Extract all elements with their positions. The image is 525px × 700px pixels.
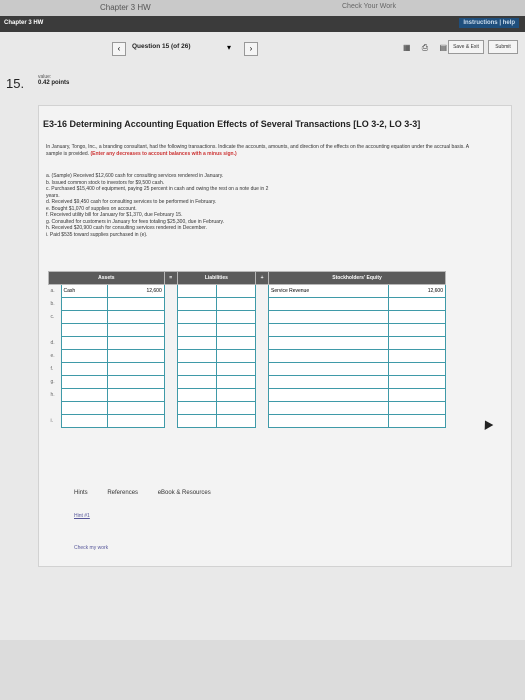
value-label: value:	[38, 74, 52, 80]
equity-account-field[interactable]	[269, 376, 389, 389]
asset-amount-field[interactable]	[108, 415, 165, 428]
liability-account-field[interactable]	[177, 389, 216, 402]
equity-amount-field[interactable]	[389, 363, 446, 376]
asset-account-field[interactable]	[61, 324, 108, 337]
table-row	[49, 376, 446, 389]
liability-amount-field[interactable]	[216, 285, 255, 298]
question-points	[38, 74, 69, 86]
calculator-icon[interactable]: ▤	[439, 43, 447, 52]
equity-amount-field[interactable]	[389, 402, 446, 415]
assets-header: Assets	[49, 272, 165, 285]
list-item: g. Consulted for customers in January for fees totaling $25,300, due in February.	[46, 218, 225, 225]
row-label	[49, 402, 62, 415]
liability-account-field[interactable]	[177, 285, 216, 298]
asset-amount-field[interactable]	[108, 363, 165, 376]
asset-amount-field[interactable]	[108, 376, 165, 389]
plus-sign: +	[256, 272, 269, 285]
row-label: h.	[50, 392, 55, 398]
question-navigation	[112, 42, 262, 56]
table-row	[49, 389, 446, 402]
liabilities-header: Liabilities	[177, 272, 255, 285]
equity-account-field[interactable]	[269, 389, 389, 402]
liability-account-field[interactable]	[177, 350, 216, 363]
table-row	[49, 285, 446, 298]
equals-sign: =	[164, 272, 177, 285]
row-label: f.	[50, 366, 54, 372]
asset-amount-field[interactable]	[108, 350, 165, 363]
asset-account-field[interactable]	[61, 415, 108, 428]
check-my-work-link[interactable]: Check my work	[74, 545, 109, 551]
equity-amount-field[interactable]	[389, 376, 446, 389]
asset-amount-field[interactable]	[108, 337, 165, 350]
asset-amount-field[interactable]	[108, 389, 165, 402]
equity-account-field[interactable]	[269, 350, 389, 363]
asset-account-field[interactable]	[61, 376, 108, 389]
table-row	[49, 311, 446, 324]
chevron-down-icon[interactable]: ▾	[226, 43, 231, 52]
row-label: g.	[50, 379, 55, 385]
row-label: b.	[50, 301, 55, 307]
print-icon[interactable]: ⎙	[421, 43, 429, 52]
hint-1-link[interactable]: Hint #1	[74, 513, 90, 519]
equity-amount-field: 12,600	[389, 285, 446, 298]
row-label: e.	[50, 353, 55, 359]
liability-amount-field[interactable]	[216, 324, 255, 337]
equity-account-field[interactable]	[269, 402, 389, 415]
equity-amount-field[interactable]	[389, 415, 446, 428]
asset-amount-field[interactable]	[108, 324, 165, 337]
liability-account-field[interactable]	[177, 324, 216, 337]
equity-account-field[interactable]	[269, 415, 389, 428]
asset-account-field[interactable]	[61, 363, 108, 376]
question-title: E3-16 Determining Accounting Equation Effects of Several Transactions [LO 3-2, LO 3-3]	[43, 119, 421, 129]
row-label: i.	[50, 418, 53, 424]
intro-text: In January, Tongo, Inc., a branding consultant, had the following transactions. Indicate the accounts, amounts, and direction of the effects on the accounting equation under the accrual basis. A sample is provided.	[46, 144, 469, 157]
equity-account-field[interactable]	[269, 363, 389, 376]
list-item: a. (Sample) Received $12,600 cash for consulting services rendered in January.	[46, 173, 224, 179]
asset-amount-field: 12,600	[108, 285, 165, 298]
equity-header: Stockholders' Equity	[269, 272, 446, 285]
equity-amount-field[interactable]	[389, 350, 446, 363]
row-label: c.	[50, 314, 55, 320]
window-title: Chapter 3 HW	[100, 3, 151, 12]
hints-link[interactable]: Hints	[74, 490, 88, 496]
table-row	[49, 363, 446, 376]
equity-account-field[interactable]	[269, 337, 389, 350]
liability-amount-field[interactable]	[216, 350, 255, 363]
accounting-equation-table	[48, 271, 446, 428]
toolbar-icons	[403, 43, 447, 53]
liability-account-field[interactable]	[177, 415, 216, 428]
asset-amount-field[interactable]	[108, 311, 165, 324]
equity-amount-field[interactable]	[389, 337, 446, 350]
liability-amount-field[interactable]	[216, 311, 255, 324]
table-row	[49, 324, 446, 337]
liability-account-field[interactable]	[177, 298, 216, 311]
liability-amount-field[interactable]	[216, 337, 255, 350]
previous-button[interactable]: ‹	[112, 42, 126, 56]
liability-account-field[interactable]	[177, 402, 216, 415]
submit-button[interactable]: Submit	[488, 40, 518, 54]
top-bar	[0, 0, 525, 16]
list-item: h. Received $20,900 cash for consulting services rendered in December.	[46, 225, 207, 231]
row-label: d.	[50, 340, 55, 346]
chapter-label: Chapter 3 HW	[4, 20, 44, 26]
asset-account-field[interactable]	[61, 350, 108, 363]
list-item: b. Issued common stock to investors for $9,500 cash.	[46, 179, 165, 186]
asset-account-field[interactable]	[61, 311, 108, 324]
ebook-link[interactable]: eBook & Resources	[157, 490, 211, 496]
list-item: years.	[46, 192, 60, 199]
table-header-row	[49, 272, 446, 285]
table-row	[49, 298, 446, 311]
next-button[interactable]: ›	[244, 42, 258, 56]
equity-amount-field[interactable]	[389, 298, 446, 311]
liability-amount-field[interactable]	[216, 363, 255, 376]
question-intro	[46, 144, 486, 158]
row-label: a.	[50, 288, 55, 295]
table-row	[49, 350, 446, 363]
table-row	[49, 337, 446, 350]
liability-account-field[interactable]	[177, 376, 216, 389]
list-item: e. Bought $1,070 of supplies on account.	[46, 205, 137, 212]
row-label	[49, 324, 62, 337]
references-link[interactable]: References	[107, 490, 139, 496]
grid-icon[interactable]: ▦	[403, 43, 411, 52]
equity-account-field[interactable]	[269, 311, 389, 324]
equity-amount-field[interactable]	[389, 324, 446, 337]
check-your-work-link[interactable]: Check Your Work	[342, 3, 396, 10]
liability-amount-field[interactable]	[216, 402, 255, 415]
asset-amount-field[interactable]	[108, 402, 165, 415]
equity-account-field[interactable]	[269, 324, 389, 337]
equity-account-field: Service Revenue	[269, 285, 389, 298]
question-indicator[interactable]: Question 15 (of 26)	[132, 43, 191, 50]
asset-account-field[interactable]	[61, 337, 108, 350]
resource-links	[74, 490, 211, 496]
question-number: 15.	[6, 76, 25, 91]
instructions-button[interactable]: Instructions | help	[459, 18, 519, 28]
transaction-list	[46, 173, 466, 238]
asset-account-field: Cash	[61, 285, 108, 298]
table-row	[49, 415, 446, 428]
list-item: i. Paid $535 toward supplies purchased in (e).	[46, 231, 148, 238]
liability-account-field[interactable]	[177, 363, 216, 376]
points-value: 0.42 points	[38, 80, 70, 86]
save-exit-button[interactable]: Save & Exit	[448, 40, 484, 54]
intro-note: (Enter any decreases to account balances with a minus sign.)	[90, 151, 237, 157]
table-row	[49, 402, 446, 415]
equity-amount-field[interactable]	[389, 311, 446, 324]
list-item: d. Received $9,450 cash for consulting services to be performed in February.	[46, 199, 217, 205]
asset-account-field[interactable]	[61, 389, 108, 402]
liability-amount-field[interactable]	[216, 415, 255, 428]
asset-account-field[interactable]	[61, 298, 108, 311]
liability-amount-field[interactable]	[216, 298, 255, 311]
equity-amount-field[interactable]	[389, 389, 446, 402]
asset-account-field[interactable]	[61, 402, 108, 415]
asset-amount-field[interactable]	[108, 298, 165, 311]
liability-account-field[interactable]	[177, 337, 216, 350]
liability-amount-field[interactable]	[216, 376, 255, 389]
list-item: f. Received utility bill for January for $1,370, due February 15.	[46, 212, 183, 218]
list-item: c. Purchased $15,400 of equipment, paying 25 percent in cash and owing the rest on a note due in 2	[46, 186, 269, 192]
liability-account-field[interactable]	[177, 311, 216, 324]
assignment-bar	[0, 16, 525, 32]
equity-account-field[interactable]	[269, 298, 389, 311]
liability-amount-field[interactable]	[216, 389, 255, 402]
